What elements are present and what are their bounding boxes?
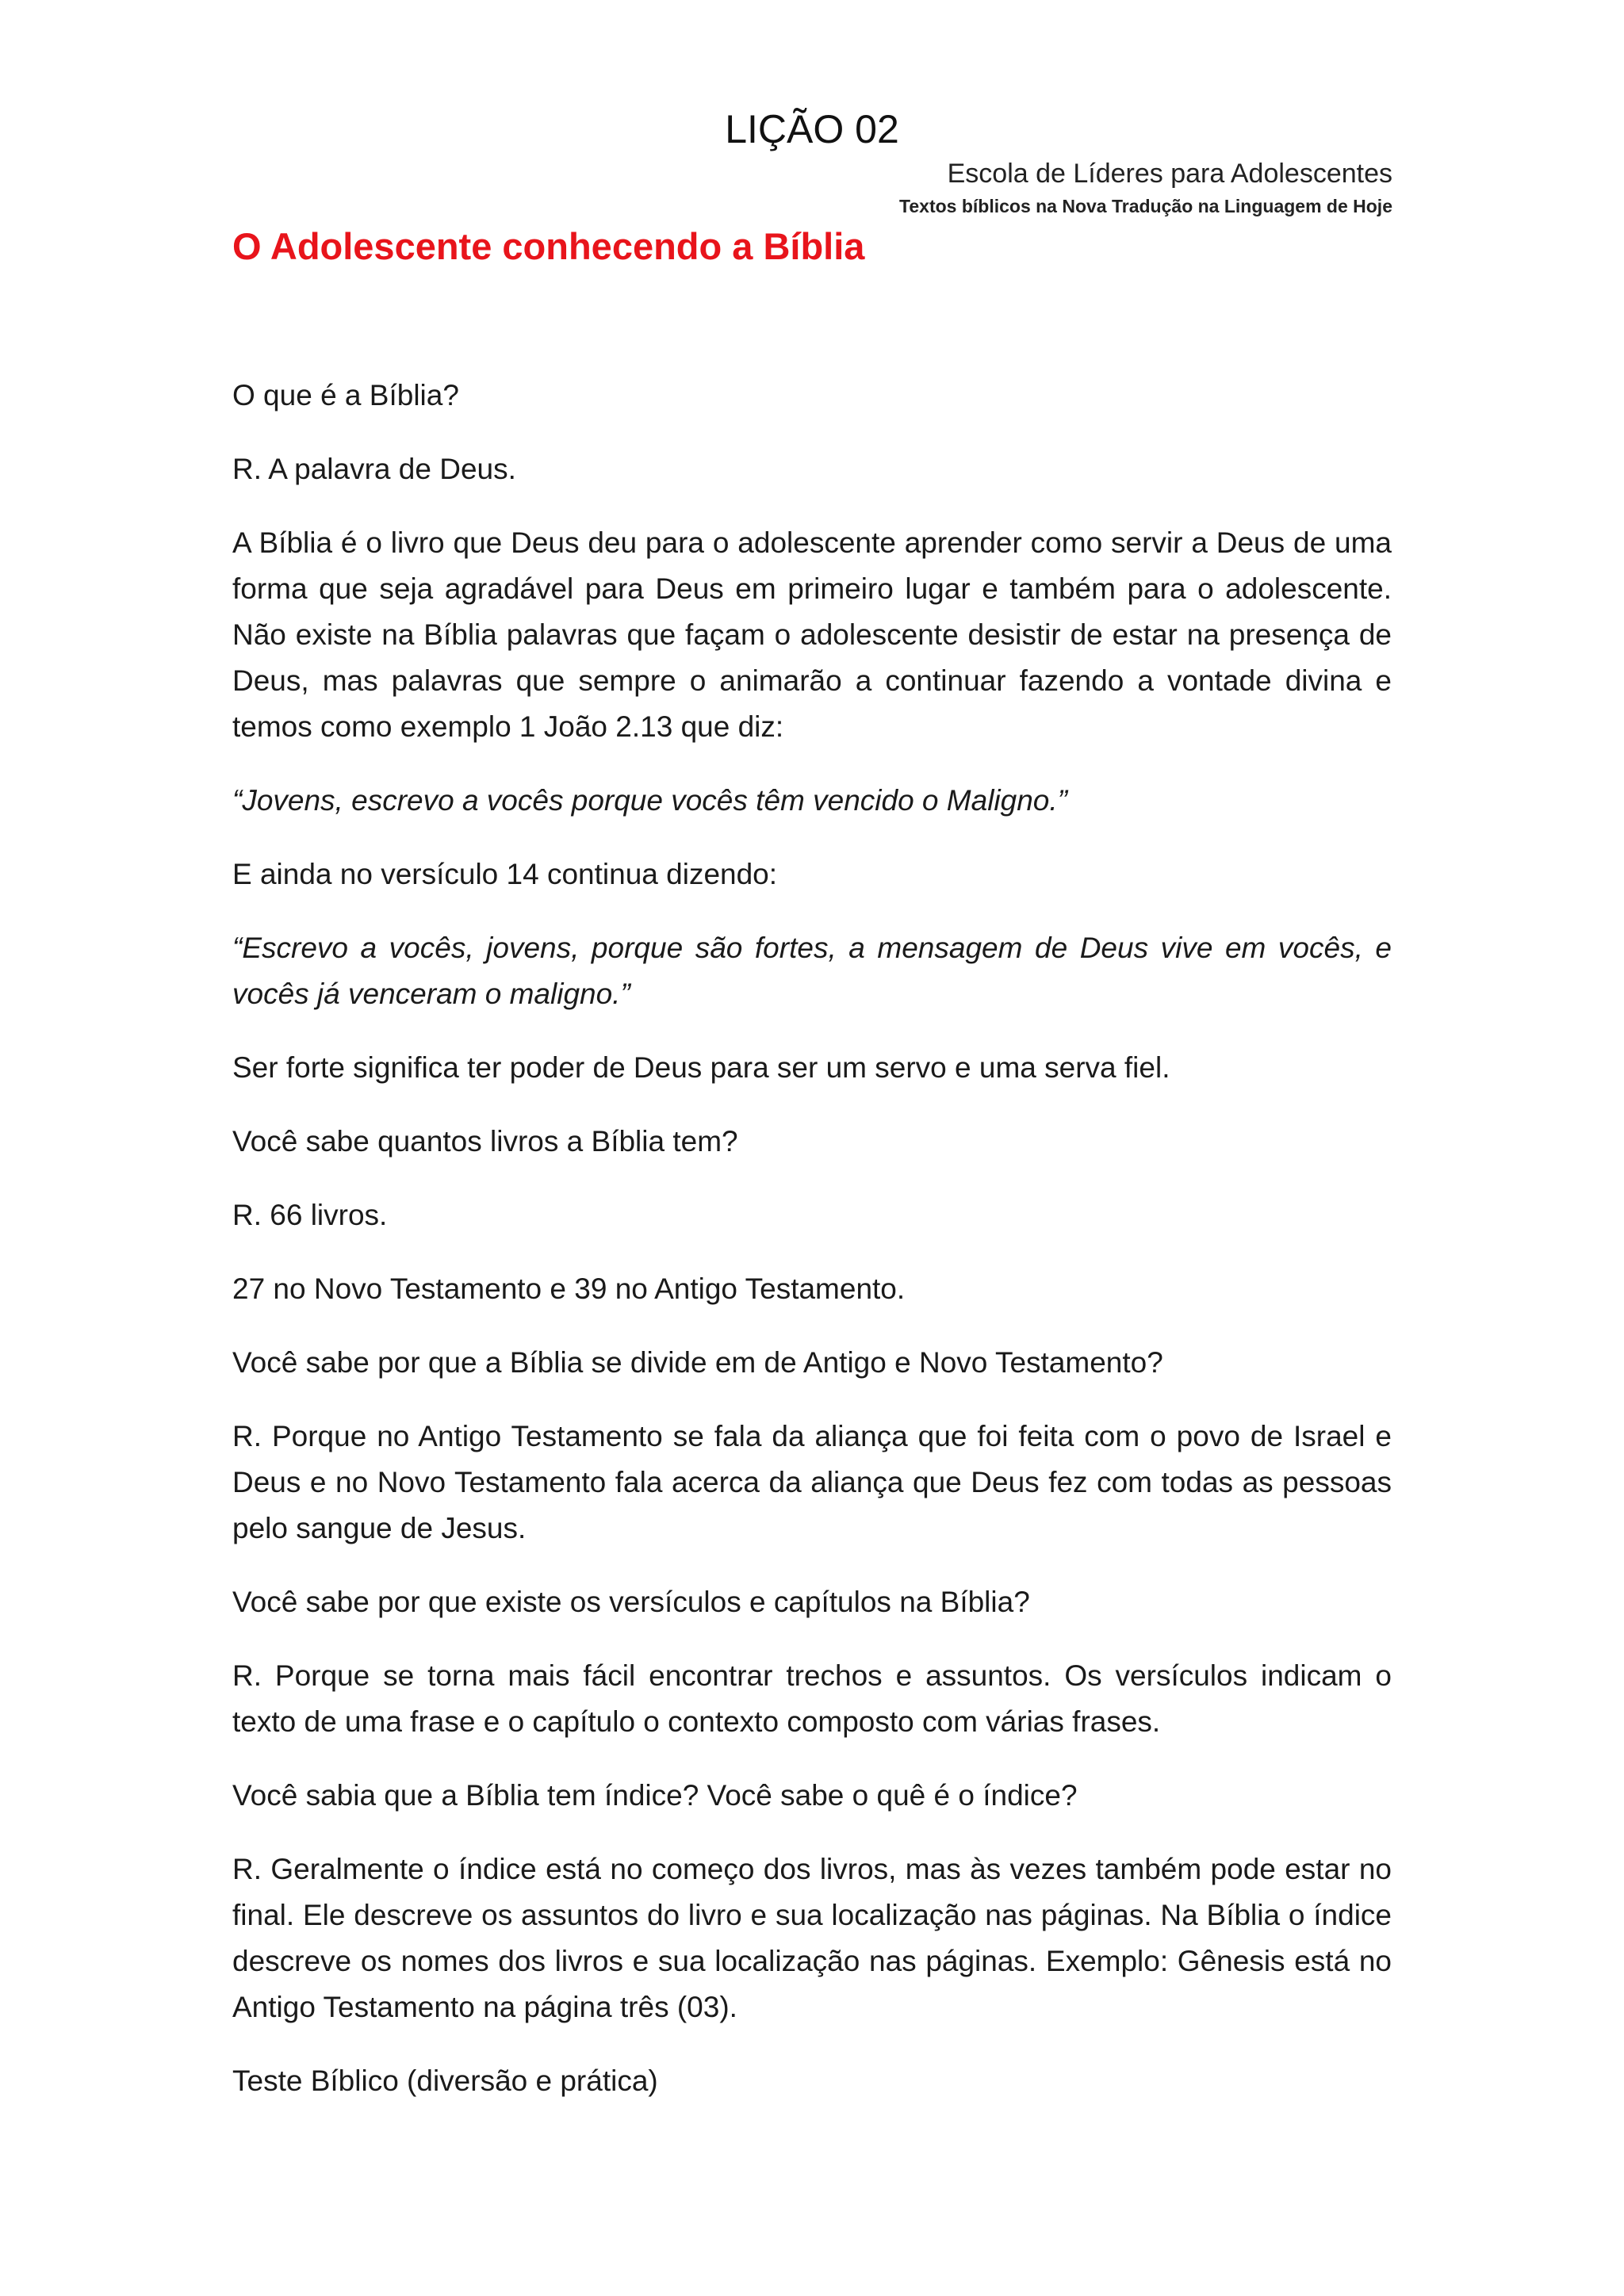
paragraph-testament-counts: 27 no Novo Testamento e 39 no Antigo Testamento.: [232, 1272, 906, 1305]
lesson-title: LIÇÃO 02: [725, 107, 899, 151]
question-how-many-books: Você sabe quantos livros a Bíblia tem?: [232, 1125, 738, 1158]
answer-index: R. Geralmente o índice está no começo dos livros, mas às vezes também pode estar no final. Ele descreve os assuntos do livro e sua localização nas páginas. Na Bíblia o índice descreve os nomes dos livros e sua localização nas páginas. Exemplo: Gênesis está no Antigo Testamento na página três (03).: [232, 1853, 1392, 2023]
bible-test-label: Teste Bíblico (diversão e prática): [232, 2064, 658, 2097]
paragraph-bible-purpose: A Bíblia é o livro que Deus deu para o adolescente aprender como servir a Deus de uma forma que seja agradável para Deus em primeiro lugar e também para o adolescente. Não existe na Bíblia palavras que façam o adolescente desistir de estar na presença de Deus, mas palavras que sempre o animarão a continuar fazendo a vontade divina e temos como exemplo 1 João 2.13 que diz:: [232, 526, 1392, 743]
quote-1john-2-13: “Jovens, escrevo a vocês porque vocês têm vencido o Maligno.”: [232, 784, 1067, 817]
question-testament-division: Você sabe por que a Bíblia se divide em de Antigo e Novo Testamento?: [232, 1346, 1163, 1379]
answer-66-books: R. 66 livros.: [232, 1199, 388, 1231]
answer-testament-division: R. Porque no Antigo Testamento se fala da aliança que foi feita com o povo de Israel e Deus e no Novo Testamento fala acerca da aliança que Deus fez com todas as pessoas pelo sangue de Jesus.: [232, 1420, 1392, 1544]
answer-verses-chapters: R. Porque se torna mais fácil encontrar trechos e assuntos. Os versículos indicam o texto de uma frase e o capítulo o contexto composto com várias frases.: [232, 1659, 1392, 1738]
quote-1john-2-14: “Escrevo a vocês, jovens, porque são fortes, a mensagem de Deus vive em vocês, e vocês já venceram o maligno.”: [232, 932, 1392, 1010]
paragraph-being-strong: Ser forte significa ter poder de Deus para ser um servo e uma serva fiel.: [232, 1051, 1170, 1084]
question-what-is-bible: O que é a Bíblia?: [232, 379, 459, 411]
translation-note: Textos bíblicos na Nova Tradução na Linguagem de Hoje: [899, 196, 1392, 216]
question-verses-chapters: Você sabe por que existe os versículos e capítulos na Bíblia?: [232, 1586, 1030, 1618]
answer-word-of-god: R. A palavra de Deus.: [232, 453, 516, 485]
paragraph-verse-14-intro: E ainda no versículo 14 continua dizendo:: [232, 858, 778, 890]
school-name: Escola de Líderes para Adolescentes: [947, 159, 1392, 189]
main-heading: O Adolescente conhecendo a Bíblia: [232, 225, 865, 267]
document-body: [232, 373, 1392, 2132]
question-index: Você sabia que a Bíblia tem índice? Você sabe o quê é o índice?: [232, 1779, 1078, 1812]
